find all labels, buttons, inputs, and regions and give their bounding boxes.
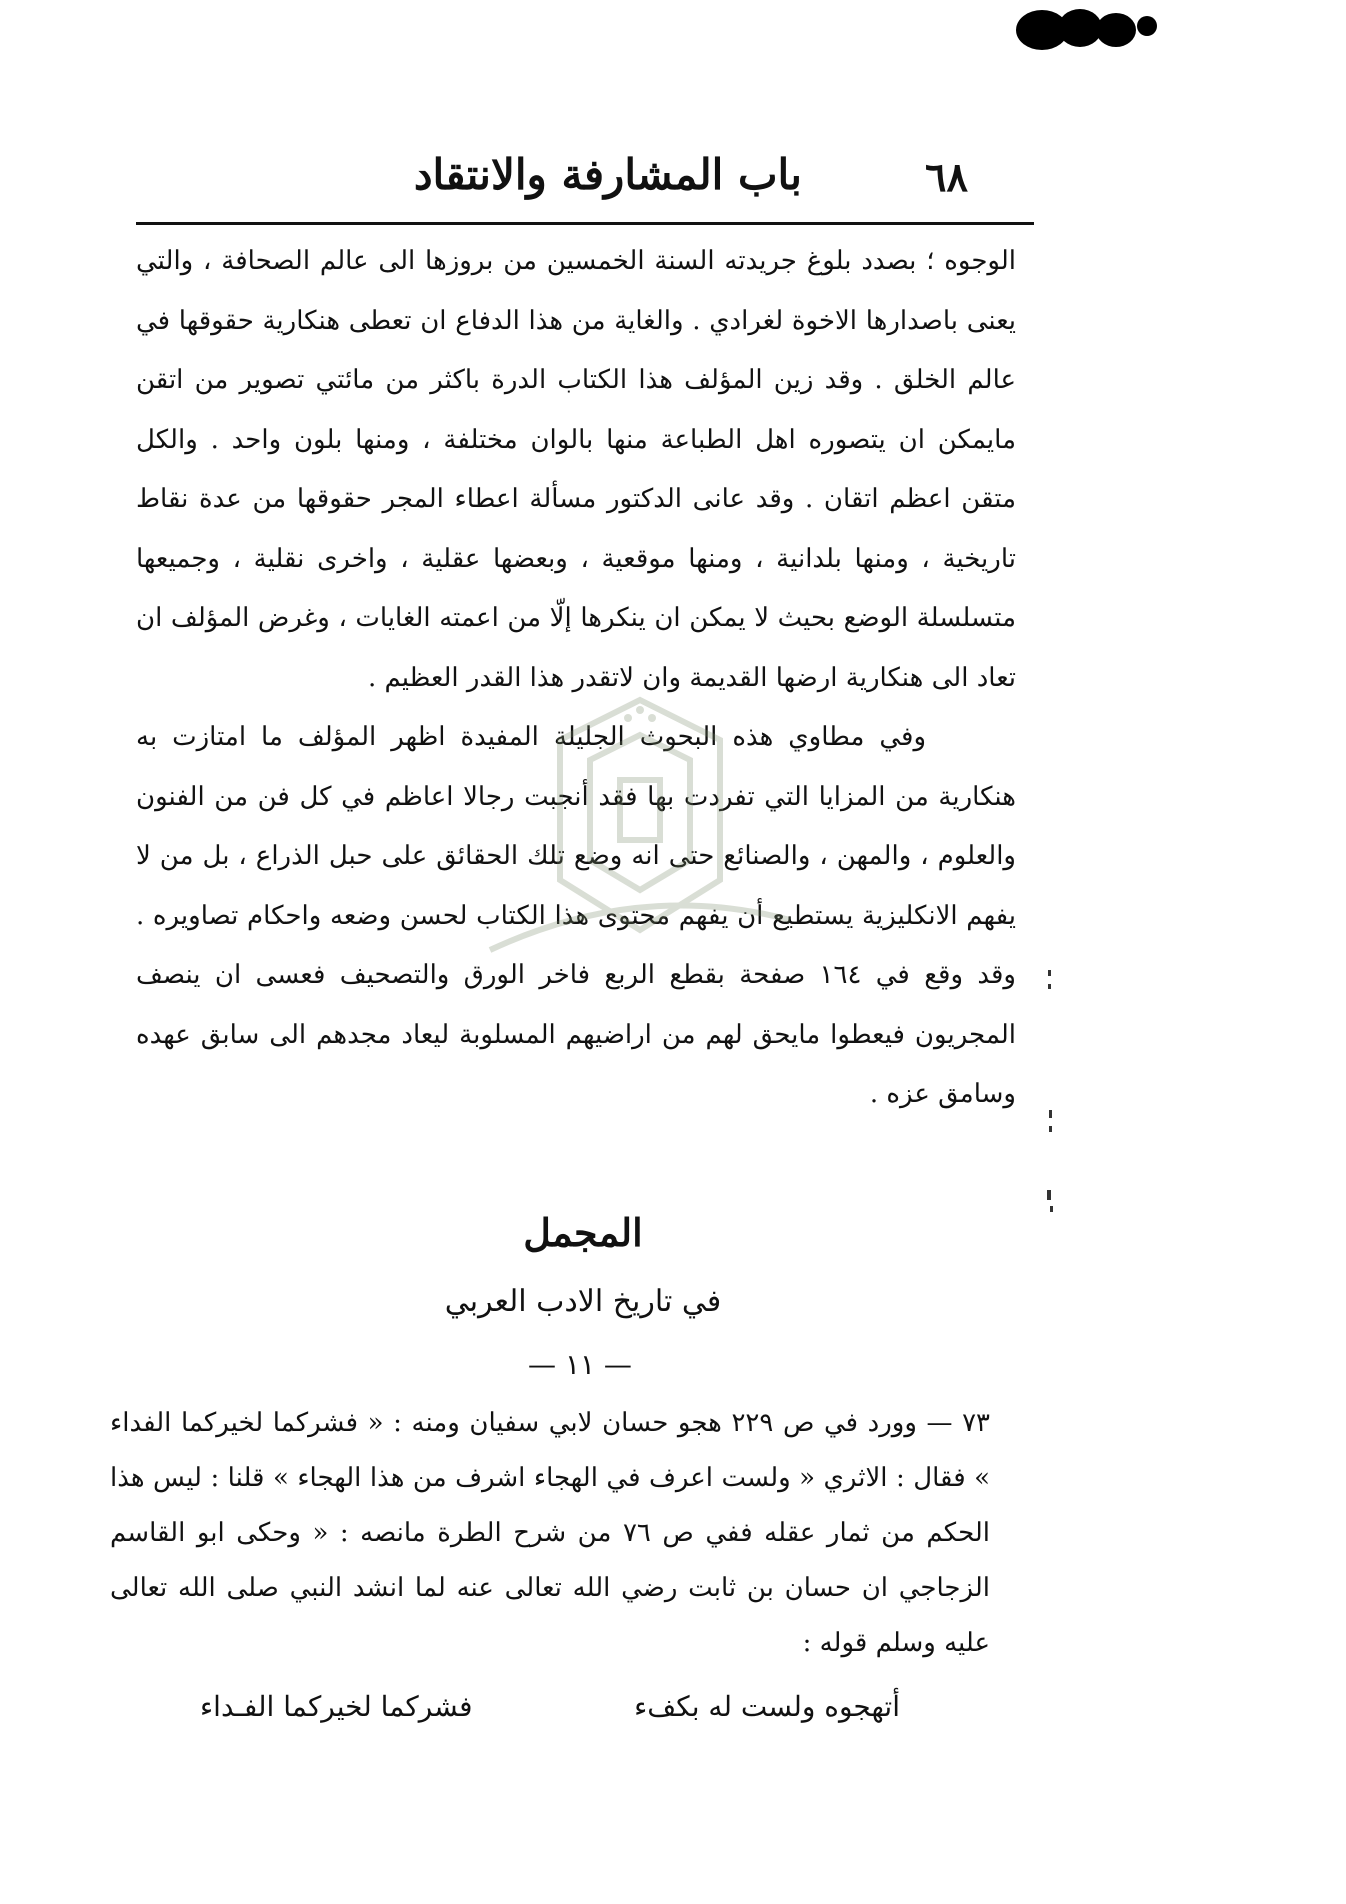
section-title: المجمل: [523, 1210, 643, 1255]
running-head: [136, 150, 1034, 220]
ink-blot-icon: [1012, 6, 1162, 52]
library-seal-watermark-icon: [470, 680, 810, 990]
verse-second-hemistich: فشركما لخيركما الفـداء: [200, 1690, 473, 1723]
notes-text: [110, 1396, 990, 1671]
header-rule: [136, 222, 1034, 225]
page-number: ٦٨: [925, 154, 968, 201]
running-title: باب المشارفة والانتقاد: [413, 150, 802, 199]
margin-marks: [1040, 960, 1060, 1220]
verse-first-hemistich: أتهجوه ولست له بكفء: [634, 1690, 900, 1723]
note-paragraph: ٧٣ — وورد في ص ٢٢٩ هجو حسان لابي سفيان ومنه : « فشركما لخيركما الفداء » فقال : الاثري « ولست اعرف في الهجاء اشرف من هذا الهجاء » قلنا : ليس هذا الحكم من ثمار عقله ففي ص ٧٦ من شرح الطرة مانصه : « وحكى ابو القاسم الزجاجي ان حسان بن ثابت رضي الله تعالى عنه لما انشد النبي صلى الله تعالى عليه وسلم قوله :: [110, 1408, 990, 1658]
section-number: — ١١ —: [528, 1348, 632, 1381]
body-paragraph: الوجوه ؛ بصدد بلوغ جريدته السنة الخمسين من بروزها الى عالم الصحافة ، والتي يعنى باصدارها الاخوة لغرادي . والغاية من هذا الدفاع ان تعطى هنكارية حقوقها في عالم الخلق . وقد زين المؤلف هذا الكتاب الدرة باكثر من مائتي تصوير من اتقن مايمكن ان يتصوره اهل الطباعة منها بالوان مختلفة ، ومنها بلون واحد . والكل متقن اعظم اتقان . وقد عانى الدكتور مسألة اعطاء المجر حقوقها من عدة نقاط تاريخية ، ومنها بلدانية ، ومنها موقعية ، وبعضها عقلية ، واخرى نقلية ، وجميعها متسلسلة الوضع بحيث لا يمكن ان ينكرها إلّا من اعمته الغايات ، وغرض المؤلف ان تعاد الى هنكارية ارضها القديمة وان لاتقدر هذا القدر العظيم .: [136, 246, 1016, 693]
body-paragraph: وفي مطاوي هذه البحوث الجليلة المفيدة اظهر المؤلف ما امتازت به هنكارية من المزايا التي تفردت بها فقد أنجبت رجالا اعاظم في كل فن من الفنون والعلوم ، والمهن ، والصنائع حتى انه وضع تلك الحقائق على حبل الذراع ، بل من لا يفهم الانكليزية يستطيع أن يفهم محتوى هذا الكتاب لحسن وضعه واحكام تصاويره . وقد وقع في ١٦٤ صفحة بقطع الربع فاخر الورق والتصحيف فعسى ان ينصف المجريون فيعطوا مايحق لهم من اراضيهم المسلوبة ليعاد مجدهم الى سابق عهده وسامق عزه .: [136, 722, 1016, 1109]
verse: [180, 1690, 920, 1740]
body-text: [136, 232, 1016, 1125]
section-subtitle: في تاريخ الادب العربي: [444, 1284, 722, 1319]
